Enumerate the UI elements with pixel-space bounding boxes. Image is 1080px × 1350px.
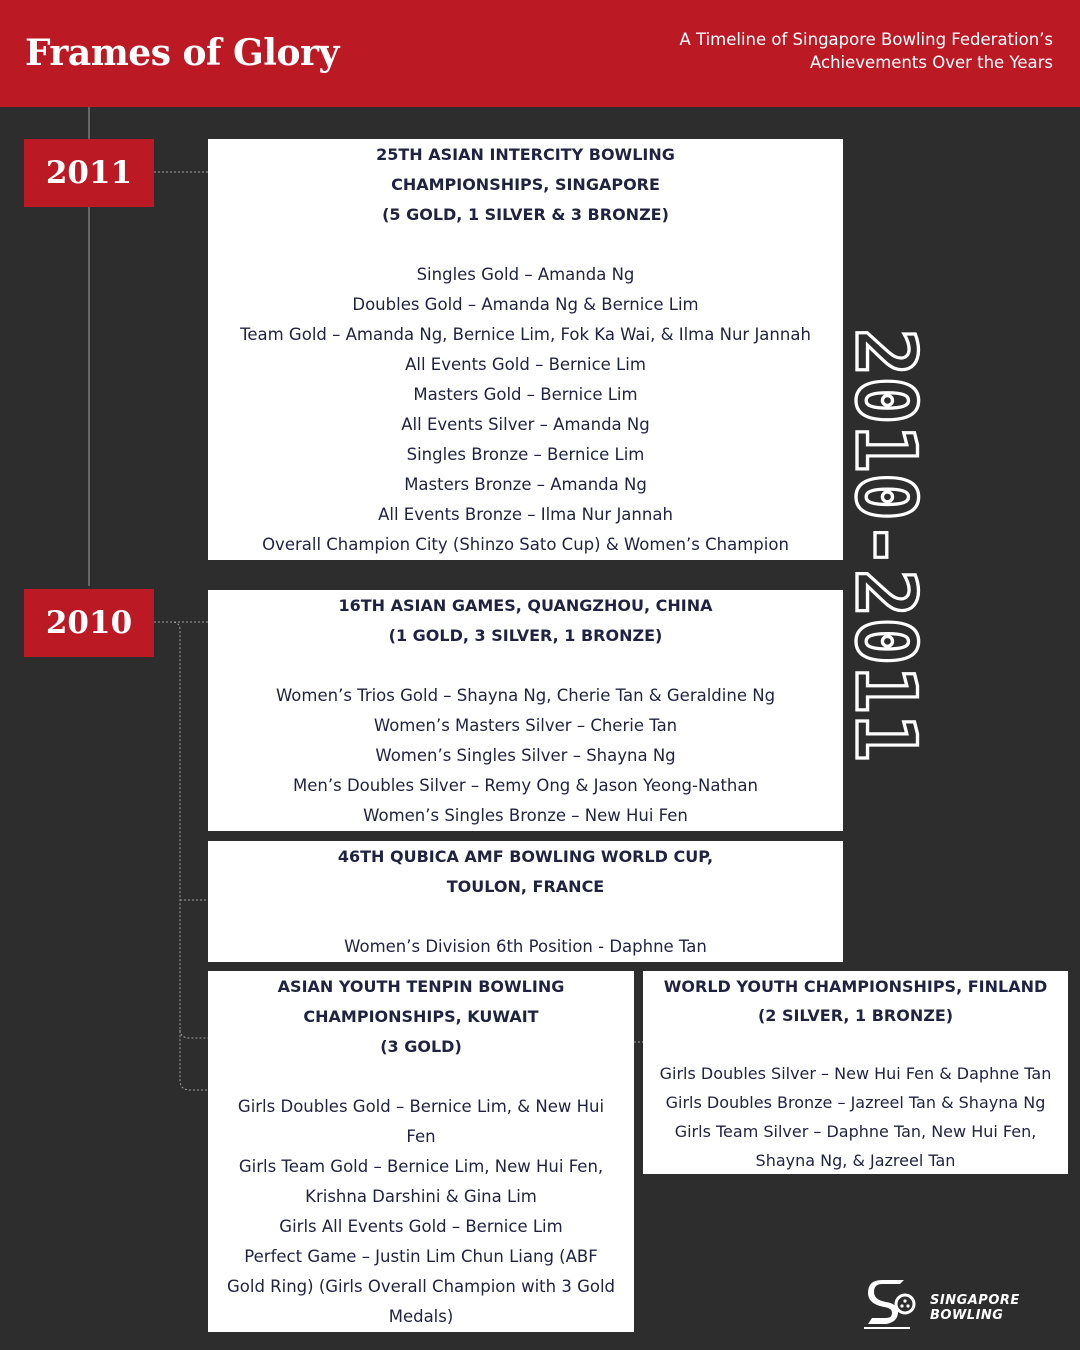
header-banner — [0, 0, 1080, 107]
result-line: Women’s Masters Silver – Cherie Tan — [373, 716, 678, 735]
result-line: Masters Bronze – Amanda Ng — [404, 475, 647, 494]
event-heading: WORLD YOUTH CHAMPIONSHIPS, FINLAND (2 SILVER, 1 BRONZE) — [663, 977, 1048, 1025]
logo-text-line2: BOWLING — [930, 1308, 1004, 1323]
result-line: All Events Silver – Amanda Ng — [401, 415, 650, 434]
result-line: Gold Ring) (Girls Overall Champion with 3 Gold — [226, 1277, 616, 1296]
event-card-asian-games — [208, 590, 843, 831]
event-card-world-cup — [208, 841, 843, 962]
bowling-pin-logo-icon — [864, 1280, 924, 1330]
result-line: Men’s Doubles Silver – Remy Ong & Jason Yeong-Nathan — [293, 776, 758, 795]
event-heading: ASIAN YOUTH TENPIN BOWLING CHAMPIONSHIPS, KUWAIT (3 GOLD) — [277, 977, 565, 1056]
page-title: Frames of Glory — [25, 32, 339, 74]
result-line: Women’s Singles Silver – Shayna Ng — [375, 746, 676, 765]
result-line: Girls Team Gold – Bernice Lim, New Hui Fen, — [238, 1157, 604, 1176]
result-line: Singles Bronze – Bernice Lim — [406, 445, 645, 464]
result-line: Masters Gold – Bernice Lim — [413, 385, 638, 404]
result-line: Girls All Events Gold – Bernice Lim — [279, 1217, 563, 1236]
event-heading: 46TH QUBICA AMF BOWLING WORLD CUP, TOULON, FRANCE — [337, 847, 714, 896]
result-line: Women’s Trios Gold – Shayna Ng, Cherie Tan & Geraldine Ng — [275, 686, 776, 705]
result-line: Overall Champion City (Shinzo Sato Cup) & Women’s Champion — [262, 535, 789, 554]
event-heading: 25TH ASIAN INTERCITY BOWLING CHAMPIONSHIPS, SINGAPORE (5 GOLD, 1 SILVER & 3 BRONZE) — [376, 145, 675, 224]
result-line: Fen — [406, 1127, 436, 1146]
result-line: Girls Doubles Silver – New Hui Fen & Daphne Tan — [659, 1064, 1052, 1083]
result-line: Doubles Gold – Amanda Ng & Bernice Lim — [352, 295, 699, 314]
result-line: Singles Gold – Amanda Ng — [416, 265, 635, 284]
result-line: Team Gold – Amanda Ng, Bernice Lim, Fok Ka Wai, & Ilma Nur Jannah — [240, 325, 811, 344]
year-range-text: 2010-2011 — [837, 328, 935, 778]
result-line: Shayna Ng, & Jazreel Tan — [755, 1151, 956, 1170]
event-card-world-youth — [643, 971, 1068, 1174]
result-line: All Events Gold – Bernice Lim — [405, 355, 646, 374]
result-line: Girls Doubles Bronze – Jazreel Tan & Shayna Ng — [665, 1093, 1046, 1112]
result-line: All Events Bronze – Ilma Nur Jannah — [378, 505, 673, 524]
result-line: Women’s Division 6th Position - Daphne Tan — [344, 937, 707, 956]
event-card-asian-youth — [208, 971, 634, 1332]
page-subtitle: A Timeline of Singapore Bowling Federation’s Achievements Over the Years — [679, 30, 1053, 72]
year-range-display — [837, 150, 1080, 940]
event-heading: 16TH ASIAN GAMES, QUANGZHOU, CHINA (1 GOLD, 3 SILVER, 1 BRONZE) — [338, 596, 713, 645]
result-line: Perfect Game – Justin Lim Chun Liang (ABF — [244, 1247, 598, 1266]
result-line: Girls Team Silver – Daphne Tan, New Hui Fen, — [674, 1122, 1037, 1141]
result-line: Women’s Singles Bronze – New Hui Fen — [363, 806, 688, 825]
logo-text-line1: SINGAPORE — [930, 1293, 1020, 1308]
event-card-asian-intercity — [208, 139, 843, 560]
singapore-bowling-logo — [864, 1280, 1034, 1330]
result-line: Krishna Darshini & Gina Lim — [305, 1187, 537, 1206]
result-line: Medals) — [388, 1307, 454, 1326]
year-badge-2011: 2011 — [24, 139, 154, 207]
year-badge-2010: 2010 — [24, 589, 154, 657]
result-line: Girls Doubles Gold – Bernice Lim, & New Hui — [237, 1097, 605, 1116]
